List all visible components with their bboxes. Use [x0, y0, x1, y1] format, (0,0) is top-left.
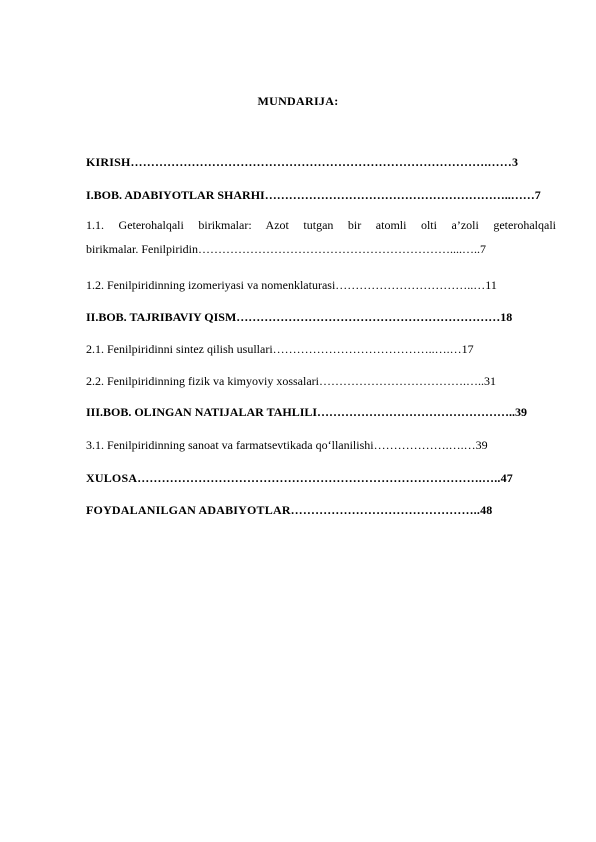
toc-entry-bob2: II.BOB. TAJRIBAVIY QISM…………………………………………………………18	[86, 310, 513, 324]
toc-entry-1-1-line1: 1.1. Geterohalqali birikmalar: Azot tutgan bir atomli olti a’zoli geterohalqali	[86, 218, 556, 232]
toc-entry-xulosa: XULOSA………………………………………………………………………….…..47	[86, 471, 514, 485]
toc-entry-bob3: III.BOB. OLINGAN NATIJALAR TAHLILI…………………………………………..39	[86, 405, 528, 419]
toc-entry-1-1-line2: birikmalar. Fenilpiridin………………………………………………………....…..7	[86, 242, 486, 256]
toc-entry-bob1: I.BOB. ADABIYOTLAR SHARHI……………………………………………………..……7	[86, 188, 541, 202]
page-title: MUNDARIJA:	[257, 94, 339, 108]
toc-entry-kirish: KIRISH…………………………………………………………………………….……3	[86, 155, 519, 169]
toc-entry-adabiyotlar: FOYDALANILGAN ADABIYOTLAR………………………………………..48	[86, 503, 493, 517]
toc-entry-2-2: 2.2. Fenilpiridinning fizik va kimyoviy xossalari……………………………….…..31	[86, 374, 496, 388]
toc-entry-1-1	[86, 218, 556, 257]
toc-entry-3-1: 3.1. Fenilpiridinning sanoat va farmatsevtikada qo‘llanilishi……………….….…39	[86, 438, 488, 452]
toc-entry-1-2: 1.2. Fenilpiridinning izomeriyasi va nomenklaturasi……………………………..…11	[86, 278, 497, 292]
toc-entry-2-1: 2.1. Fenilpiridinni sintez qilish usullari…………………………………..….…17	[86, 342, 474, 356]
